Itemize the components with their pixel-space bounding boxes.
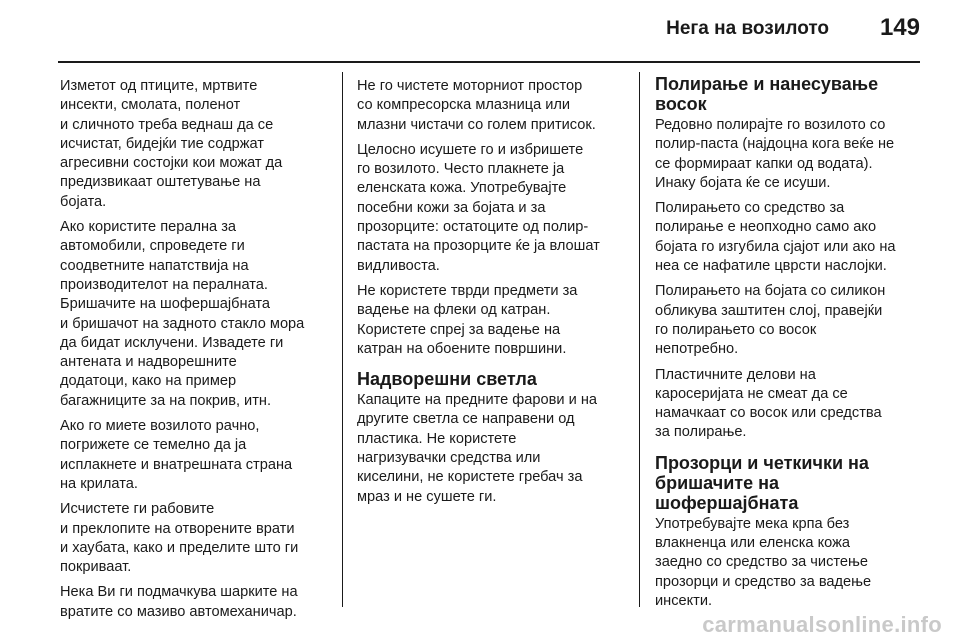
- paragraph: Ако користите перална за автомобили, спроведете ги соодветните напатствија на производителот на пералната. Бришачите на шофершајбната и бришачот на задното стакло мора да бидат исклучени. Извадете ги антената и надворешните додатоци, како на пример багажниците за на покрив, итн.: [60, 219, 305, 409]
- paragraph: Исчистете ги рабовите и преклопите на отворените врати и хаубата, како и пределите што ги покриваат.: [60, 501, 299, 576]
- text-column-2: [357, 77, 625, 513]
- paragraph: Употребувајте мека крпа без влакненца или еленска кожа заедно со средство за чистење прозорци и средство за вадење инсекти.: [655, 515, 872, 609]
- section-heading-windows-wipers: Прозорци и четкички на бришачите на шофершајбната: [655, 452, 869, 513]
- paragraph: Полирањето на бојата со силикон обликува заштитен слој, правејќи го полирањето со восок непотребно.: [655, 283, 886, 358]
- paragraph: Пластичните делови на каросеријата не смеат да се намачкаат со восок или средства за полирање.: [655, 366, 882, 441]
- paragraph: Не користете тврди предмети за вадење на флеки од катран. Користете спреј за вадење на катран на обоените површини.: [357, 282, 578, 357]
- page-title: Нега на возилото: [666, 18, 829, 39]
- text-column-3: [655, 74, 923, 617]
- text-column-1: [60, 77, 330, 628]
- page-number: 149: [879, 14, 920, 41]
- paragraph: Капаците на предните фарови и на другите светла се направени од пластика. Не користете нагризувачки средства или киселини, не користете гребач за мраз и не сушете ги.: [357, 392, 597, 505]
- section-heading-polishing: Полирање и нанесување восок: [655, 74, 879, 114]
- watermark: carmanualsonline.info: [702, 612, 942, 637]
- paragraph: Не го чистете моторниот простор со компресорска млазница или млазни чистачи со голем притисок.: [357, 78, 596, 133]
- paragraph: Нека Ви ги подмачкува шарките на вратите со мазиво автомеханичар.: [60, 584, 298, 620]
- header-divider: [58, 61, 920, 63]
- paragraph: Ако го миете возилото рачно, погрижете се темелно да ја исплакнете и внатрешната страна на крилата.: [60, 418, 293, 492]
- paragraph: Полирањето со средство за полирање е неопходно само ако бојата го изгубила сјајот или ако на неа се нафатиле цврсти наслојки.: [655, 200, 896, 275]
- column-divider: [342, 72, 343, 607]
- paragraph: Целосно исушете го и избришете го возилото. Често плакнете ја еленската кожа. Употребувајте посебни кожи за бојата и за прозорците: остатоците од полир- пастата на прозорците ќе ја влошат видливоста.: [357, 141, 600, 274]
- paragraph: Редовно полирајте го возилото со полир-паста (најдоцна кога веќе не се формираат капки од водата). Инаку бојата ќе се исуши.: [655, 117, 895, 191]
- section-heading-exterior-lights: Надворешни светла: [357, 369, 537, 390]
- paragraph: Изметот од птиците, мртвите инсекти, смолата, поленот и сличното треба веднаш да се исчистат, бидејќи тие содржат агресивни состојки кои можат да предизвикаат оштетување на бојата.: [60, 78, 283, 210]
- page-header: [0, 0, 960, 60]
- column-divider: [639, 72, 640, 607]
